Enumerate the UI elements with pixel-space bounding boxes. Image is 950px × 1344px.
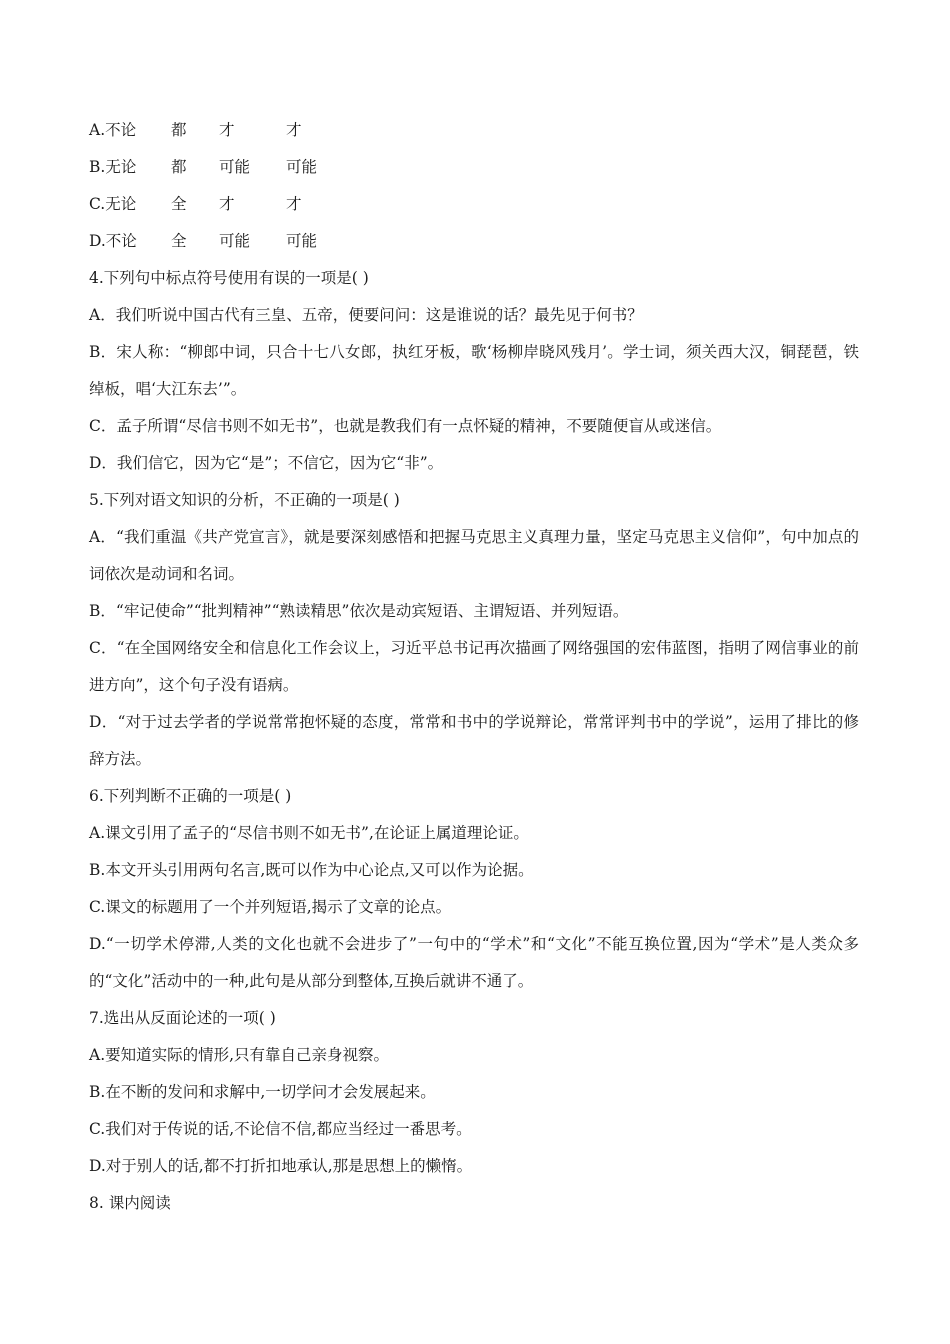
q8-stem: 8. 课内阅读 xyxy=(89,1194,171,1212)
q4-option-c: C．孟子所谓“尽信书则不如无书”，也就是教我们有一点怀疑的精神，不要随便盲从或迷信。 xyxy=(89,417,722,435)
q5-option-c: C．“在全国网络安全和信息化工作会议上，习近平总书记再次描画了网络强国的宏伟蓝图，指明了网信事业的前进方向”，这个句子没有语病。 xyxy=(89,639,859,694)
q6-option-b: B.本文开头引用两句名言,既可以作为中心论点,又可以作为论据。 xyxy=(89,861,534,879)
q6-option-a: A.课文引用了孟子的“尽信书则不如无书”,在论证上属道理论证。 xyxy=(89,824,529,842)
q4-stem: 4.下列句中标点符号使用有误的一项是( ) xyxy=(89,269,369,287)
option-word-3: 才 xyxy=(286,195,302,213)
q7-stem: 7.选出从反面论述的一项( ) xyxy=(89,1009,276,1027)
q4-option-b: B．宋人称：“柳郎中词，只合十七八女郎，执红牙板，歌‘杨柳岸晓风残月’。学士词，须关西大汉，铜琵琶，铁绰板，唱‘大江东去’”。 xyxy=(89,343,859,398)
option-label: A.不论 xyxy=(89,121,137,139)
option-word-1: 都 xyxy=(171,121,187,139)
option-word-3: 可能 xyxy=(286,158,318,176)
q7-option-c: C.我们对于传说的话,不论信不信,都应当经过一番思考。 xyxy=(89,1120,472,1138)
q4-option-d: D．我们信它，因为它“是”；不信它，因为它“非”。 xyxy=(89,454,444,472)
option-word-3: 可能 xyxy=(286,232,318,250)
q3-option-a xyxy=(89,112,859,149)
q3-option-c xyxy=(89,186,859,223)
option-word-2: 才 xyxy=(219,195,235,213)
q7-option-a: A.要知道实际的情形,只有靠自己亲身视察。 xyxy=(89,1046,390,1064)
q5-stem: 5.下列对语文知识的分析，不正确的一项是( ) xyxy=(89,491,400,509)
option-word-2: 可能 xyxy=(219,232,251,250)
option-word-1: 全 xyxy=(171,232,187,250)
q5-option-b: B．“牢记使命”“批判精神”“熟读精思”依次是动宾短语、主谓短语、并列短语。 xyxy=(89,602,629,620)
document-page xyxy=(89,112,859,1222)
q7-option-b: B.在不断的发问和求解中,一切学问才会发展起来。 xyxy=(89,1083,436,1101)
q6-option-c: C.课文的标题用了一个并列短语,揭示了文章的论点。 xyxy=(89,898,452,916)
option-word-2: 才 xyxy=(219,121,235,139)
q5-option-a: A．“我们重温《共产党宣言》，就是要深刻感悟和把握马克思主义真理力量，坚定马克思主义信仰”，句中加点的词依次是动词和名词。 xyxy=(89,528,859,583)
option-word-1: 全 xyxy=(171,195,187,213)
q3-option-d xyxy=(89,223,859,260)
option-word-3: 才 xyxy=(286,121,302,139)
option-word-1: 都 xyxy=(171,158,187,176)
q4-option-a: A．我们听说中国古代有三皇、五帝，便要问问：这是谁说的话？最先见于何书？ xyxy=(89,306,643,324)
q7-option-d: D.对于别人的话,都不打折扣地承认,那是思想上的懒惰。 xyxy=(89,1157,473,1175)
q6-option-d: D.“一切学术停滞,人类的文化也就不会进步了”一句中的“学术”和“文化”不能互换位置,因为“学术”是人类众多的“文化”活动中的一种,此句是从部分到整体,互换后就讲不通了。 xyxy=(89,935,859,990)
q6-stem: 6.下列判断不正确的一项是( ) xyxy=(89,787,292,805)
option-label: C.无论 xyxy=(89,195,137,213)
option-word-2: 可能 xyxy=(219,158,251,176)
option-label: D.不论 xyxy=(89,232,137,250)
q5-option-d: D．“对于过去学者的学说常常抱怀疑的态度，常常和书中的学说辩论，常常评判书中的学说”，运用了排比的修辞方法。 xyxy=(89,713,859,768)
q3-option-b xyxy=(89,149,859,186)
option-label: B.无论 xyxy=(89,158,137,176)
